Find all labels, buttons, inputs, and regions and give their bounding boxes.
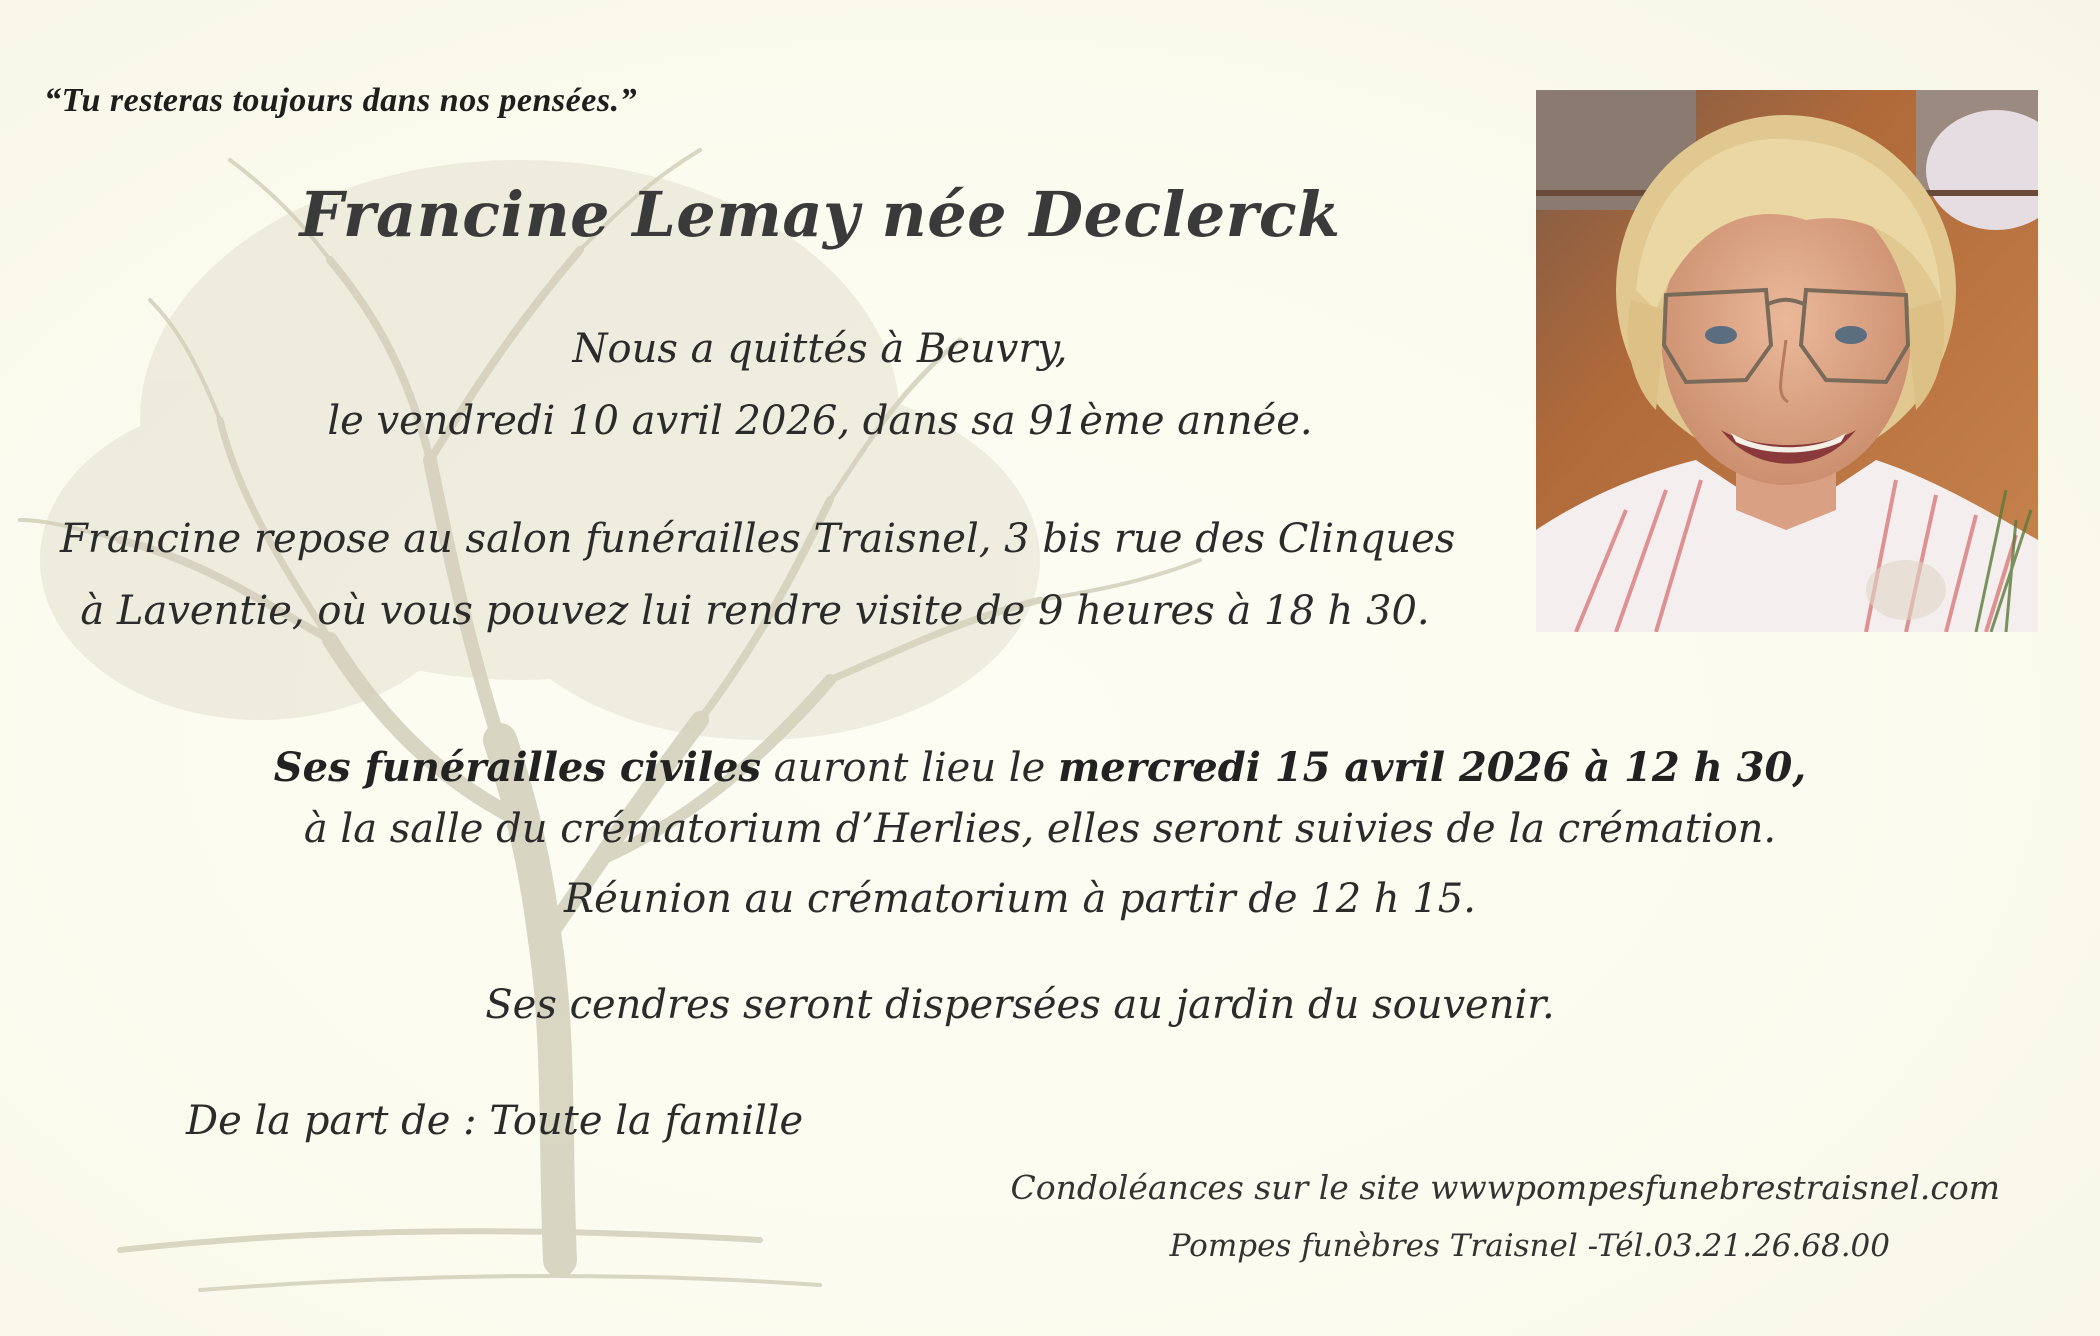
funeral-location: à la salle du crématorium d’Herlies, elles seront suivies de la crémation. — [303, 806, 1777, 852]
ashes-note: Ses cendres seront dispersées au jardin du souvenir. — [485, 982, 1555, 1028]
rest-location-line2: à Laventie, où vous pouvez lui rendre visite de 9 heures à 18 h 30. — [80, 588, 1430, 634]
death-place: Nous a quittés à Beuvry, — [572, 326, 1068, 372]
funeral-home-contact: Pompes funèbres Traisnel -Tél.03.21.26.68.00 — [1169, 1228, 1890, 1264]
portrait-illustration — [1536, 90, 2038, 632]
funeral-connector: auront lieu le — [760, 745, 1058, 791]
from-family: De la part de : Toute la famille — [186, 1098, 804, 1144]
funeral-announcement — [180, 744, 1900, 791]
death-date: le vendredi 10 avril 2026, dans sa 91ème année. — [327, 398, 1313, 444]
condolences-website: Condoléances sur le site wwwpompesfunebrestraisnel.com — [1010, 1168, 2000, 1207]
funeral-type: Ses funérailles civiles — [273, 744, 761, 791]
portrait-photo — [1536, 90, 2038, 632]
funeral-date: mercredi 15 avril 2026 à 12 h 30, — [1057, 744, 1807, 791]
rest-location-line1: Francine repose au salon funérailles Traisnel, 3 bis rue des Clinques — [60, 516, 1456, 562]
memorial-quote: “Tu resteras toujours dans nos pensées.” — [44, 82, 638, 119]
deceased-name: Francine Lemay née Declerck — [299, 178, 1341, 251]
meeting-time: Réunion au crématorium à partir de 12 h 15. — [564, 876, 1476, 922]
